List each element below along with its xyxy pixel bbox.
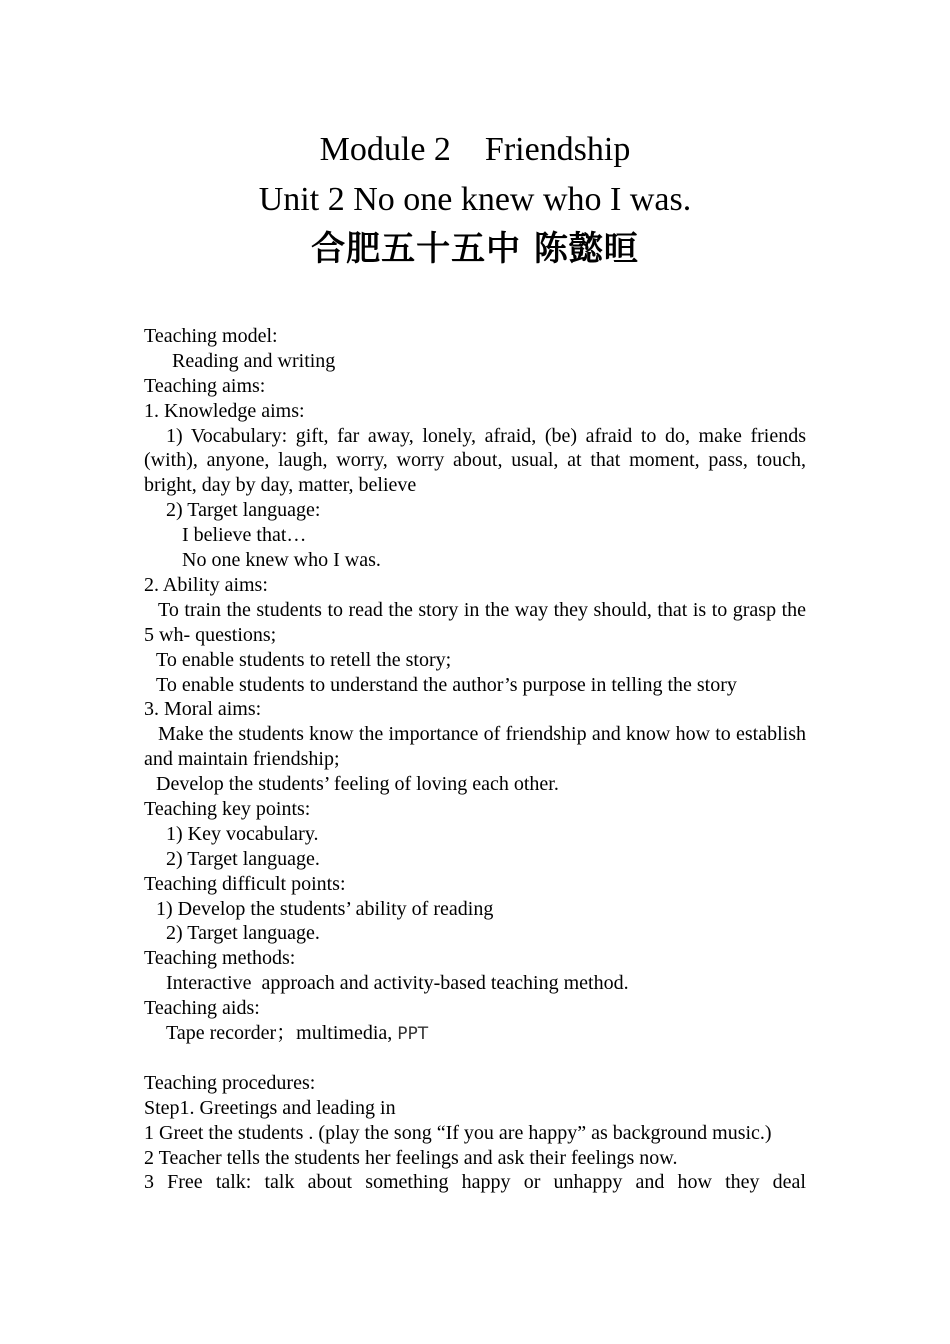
target-language-label: 2) Target language: [166, 499, 321, 522]
knowledge-aims-label: 1. Knowledge aims: [144, 399, 305, 422]
step1-item: 2 Teacher tells the students her feelings and ask their feelings now. [144, 1146, 678, 1169]
module-title: Module 2 Friendship [319, 131, 631, 168]
ability-aims-label: 2. Ability aims: [144, 573, 268, 596]
teaching-model-value: Reading and writing [172, 349, 336, 372]
difficult-points-label: Teaching difficult points: [144, 872, 346, 895]
target-language-item: I believe that… [182, 524, 307, 547]
blank-line [144, 1046, 806, 1071]
author-line: 合肥五十五中 陈懿晅 [311, 229, 639, 269]
moral-aim-paragraph: Make the students know the importance of friendship and know how to establish and maintain friendship; [144, 723, 806, 771]
target-language-item: No one knew who I was. [182, 549, 381, 572]
ability-aim-paragraph: To train the students to read the story in the way they should, that is to grasp the 5 wh- questions; [144, 598, 806, 646]
difficult-point-item: 2) Target language. [166, 922, 320, 945]
aids-value-ppt: PPT [397, 1024, 429, 1045]
step1-label: Step1. Greetings and leading in [144, 1096, 396, 1119]
key-point-item: 1) Key vocabulary. [166, 822, 319, 845]
aids-value [144, 1021, 806, 1046]
moral-aims-label: 3. Moral aims: [144, 698, 262, 721]
ability-aim-item: To enable students to retell the story; [156, 648, 452, 671]
lesson-plan-body [144, 324, 806, 1195]
aids-label: Teaching aids: [144, 997, 260, 1020]
difficult-point-item: 1) Develop the students’ ability of reading [156, 897, 494, 920]
methods-value: Interactive approach and activity-based teaching method. [166, 972, 629, 995]
teaching-aims-label: Teaching aims: [144, 374, 266, 397]
step1-item: 1 Greet the students . (play the song “If you are happy” as background music.) [144, 1121, 772, 1144]
key-point-item: 2) Target language. [166, 847, 320, 870]
procedures-label: Teaching procedures: [144, 1071, 316, 1094]
methods-label: Teaching methods: [144, 947, 296, 970]
moral-aim-item: Develop the students’ feeling of loving each other. [156, 773, 559, 796]
key-points-label: Teaching key points: [144, 798, 311, 821]
aids-value-text: Tape recorder；multimedia, [166, 1022, 393, 1045]
teaching-model-label: Teaching model: [144, 325, 278, 347]
ability-aim-item: To enable students to understand the author’s purpose in telling the story [156, 673, 737, 696]
vocabulary-paragraph: 1) Vocabulary: gift, far away, lonely, afraid, (be) afraid to do, make friends (with), anyone, laugh, worry, worry about, usual, at that moment, pass, touch, bright, day by day, matter, believe [144, 424, 806, 497]
step1-item: 3 Free talk: talk about something happy or unhappy and how they deal [144, 1171, 806, 1194]
unit-title: Unit 2 No one knew who I was. [258, 181, 692, 218]
